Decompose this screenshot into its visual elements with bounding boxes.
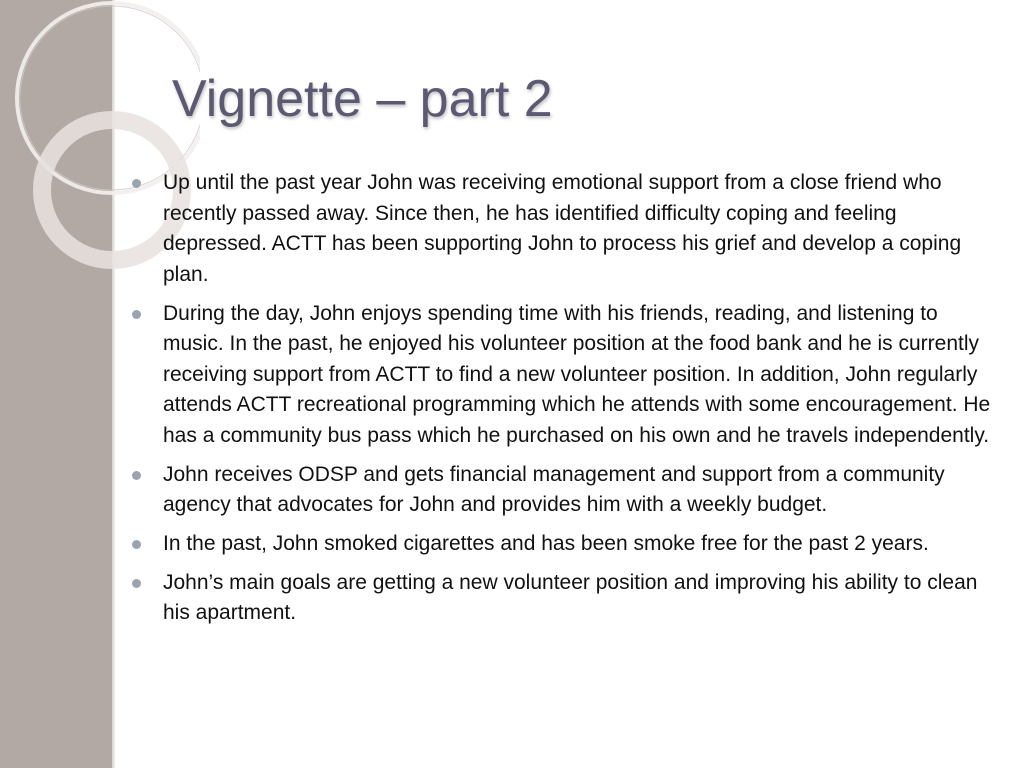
- bullet-item: [132, 460, 1002, 521]
- bullet-dot-icon: [132, 471, 141, 480]
- bullet-item: [132, 568, 1002, 629]
- bullet-text: In the past, John smoked cigarettes and has been smoke free for the past 2 years.: [163, 532, 929, 556]
- bullet-text: John receives ODSP and gets financial management and support from a community agency that advocates for John and provides him with a weekly budget.: [163, 462, 945, 517]
- bullet-text: John’s main goals are getting a new volunteer position and improving his ability to clean his apartment.: [163, 570, 978, 625]
- bullet-item: [132, 299, 1002, 452]
- bullet-text: Up until the past year John was receiving emotional support from a close friend who recently passed away. Since then, he has identified difficulty coping and feeling depressed. ACTT has been supporting John to process his grief and develop a coping plan.: [163, 171, 962, 286]
- bullet-text: During the day, John enjoys spending time with his friends, reading, and listening to music. In the past, he enjoyed his volunteer position at the food bank and he is currently receiving support from ACTT to find a new volunteer position. In addition, John regularly attends ACTT recreational programming which he attends with some encouragement. He has a community bus pass which he purchased on his own and he travels independently.: [163, 301, 991, 447]
- bullet-dot-icon: [132, 540, 141, 549]
- bullet-dot-icon: [132, 310, 141, 319]
- bullet-item: [132, 168, 1002, 290]
- bullet-list: [132, 168, 1002, 637]
- bullet-dot-icon: [132, 579, 141, 588]
- bullet-item: [132, 529, 1002, 560]
- bullet-dot-icon: [132, 179, 141, 188]
- slide-title: Vignette – part 2: [172, 70, 553, 128]
